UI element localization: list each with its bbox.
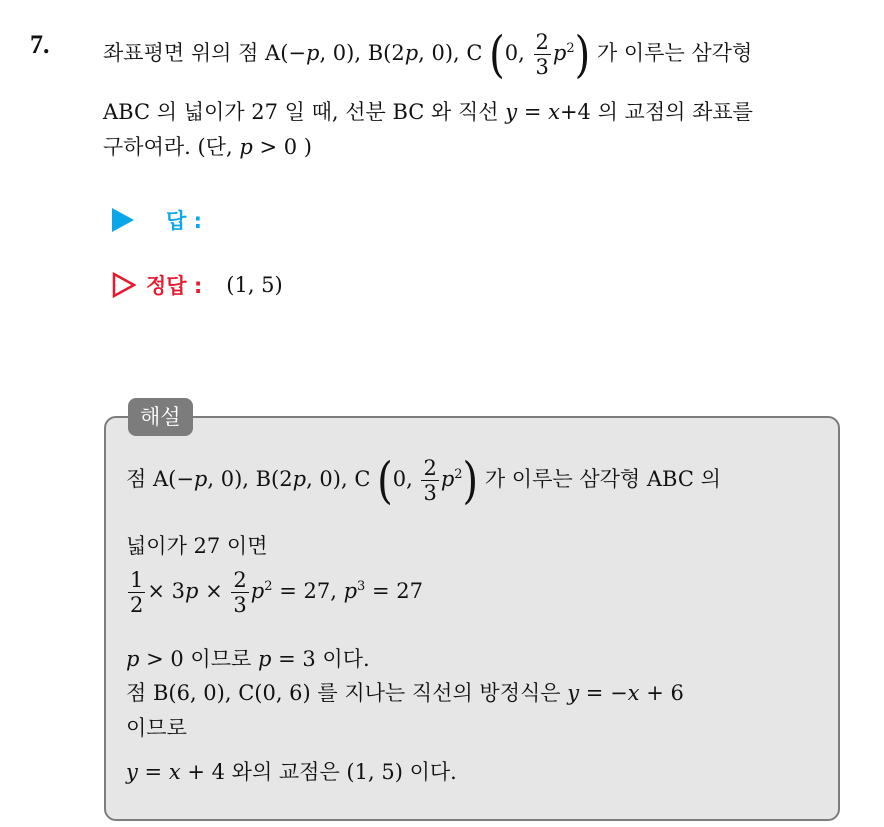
solution-line-3: $\frac{1}{2}$ × 3p × $\frac{2}{3}$ $p^2 = 27$, $p^3 = 27$ xyxy=(130,568,423,617)
solution-line-5: 점 B(6, 0), C(0, 6) 를 지나는 직선의 방정식은 y = −x + 6 xyxy=(126,681,684,705)
solution-line-4: p > 0 이므로 p = 3 이다. xyxy=(126,647,370,671)
fraction-two-thirds: $\frac{2}{3}$ xyxy=(535,30,549,79)
play-filled-icon xyxy=(112,208,134,232)
solution-line-7: y = x + 4 와의 교점은 (1, 5) 이다. xyxy=(126,760,457,784)
solution-tag: 해설 xyxy=(128,398,193,436)
correct-answer-row xyxy=(112,270,283,300)
correct-answer-value: (1, 5) xyxy=(226,273,283,297)
correct-answer-label: 정답 : xyxy=(146,274,203,298)
solution-line-6: 이므로 xyxy=(126,716,187,740)
answer-label: 답 : xyxy=(166,209,202,233)
question-line-2: ABC 의 넓이가 27 일 때, 선분 BC 와 직선 y = x+4 의 교점의 좌표를 xyxy=(103,100,753,124)
question-line-1: 좌표평면 위의 점 A(−p, 0), B(2p, 0), C (0, $\frac{2}{3}$ $p^2$) 가 이루는 삼각형 xyxy=(103,25,753,84)
play-outline-icon xyxy=(112,272,136,298)
question-line-3: 구하여라. (단, p > 0 ) xyxy=(103,135,312,159)
answer-blank-row xyxy=(112,205,202,235)
solution-line-1: 점 A(−p, 0), B(2p, 0), C (0, $\frac{2}{3}$ $p^2$) 가 이루는 삼각형 ABC 의 xyxy=(126,451,721,510)
question-number: 7. xyxy=(30,30,50,59)
solution-line-2: 넓이가 27 이면 xyxy=(126,534,268,558)
